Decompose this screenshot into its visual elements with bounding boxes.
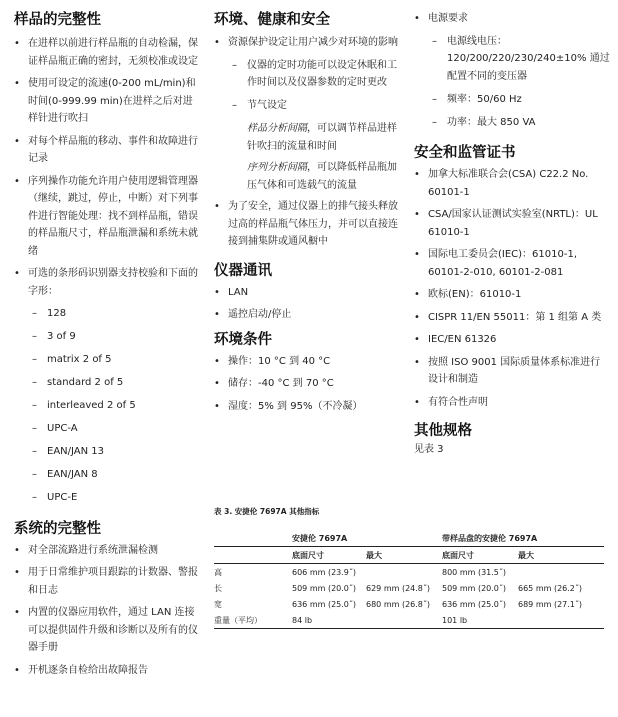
list-item: • CSA/国家认证测试实验室(NRTL)：UL 61010-1 xyxy=(414,206,610,241)
other-spec-text: 见表 3 xyxy=(414,444,444,455)
list-item: • LAN xyxy=(214,284,400,302)
list-item: • CISPR 11/EN 55011：第 1 组第 A 类 xyxy=(414,309,610,327)
list-item: • 对每个样品瓶的移动、事件和故障进行记录 xyxy=(14,133,198,168)
sample-integrity-list xyxy=(14,35,198,507)
list-item: • 国际电工委员会(IEC)：61010-1, 60101-2-010, 60101-2-081 xyxy=(414,246,610,281)
sample-interval-note xyxy=(214,120,400,155)
list-item: • 内置的仪器应用软件，通过 LAN 连接可以提供固件升级和诊断以及所有的仪器手册 xyxy=(14,604,198,657)
barcode-item: – matrix 2 of 5 xyxy=(14,351,198,369)
sub-item: – 频率：50/60 Hz xyxy=(414,91,610,109)
table-cell: 606 mm (23.9˝) xyxy=(292,567,356,577)
barcode-item: – UPC-A xyxy=(14,420,198,438)
barcode-item: – EAN/JAN 8 xyxy=(14,466,198,484)
ehs-list xyxy=(214,34,400,115)
row-label: 宽 xyxy=(214,599,222,609)
list-item: • 对全部流路进行系统泄漏检测 xyxy=(14,542,198,560)
section-title-safety: 安全和监管证书 xyxy=(414,145,516,161)
table-cell: 84 lb xyxy=(292,612,366,629)
barcode-item: – UPC-E xyxy=(14,489,198,507)
row-label: 重量（平均） xyxy=(214,612,292,629)
table-subheader-row xyxy=(214,547,604,564)
table-cell: 629 mm (24.8˝) xyxy=(366,583,430,593)
section-title-sample-integrity: 样品的完整性 xyxy=(14,12,101,28)
row-label: 长 xyxy=(214,583,222,593)
barcode-item: – 3 of 9 xyxy=(14,328,198,346)
table-cell: 636 mm (25.0˝) xyxy=(292,599,356,609)
sub-item: – 仪器的定时功能可以设定休眠和工作时间以及仪器参数的定时更改 xyxy=(214,57,400,92)
table-cell: 665 mm (26.2˝) xyxy=(518,583,582,593)
barcode-item: – standard 2 of 5 xyxy=(14,374,198,392)
sequence-interval-label: 序列分析间隔 xyxy=(247,162,307,173)
sequence-interval-text: ，可以降低样品瓶加压气体和可选载气的流量 xyxy=(247,162,397,191)
col-header-max: 最大 xyxy=(366,547,442,564)
table-cell: 509 mm (20.0˝) xyxy=(442,583,506,593)
comm-list xyxy=(214,284,400,324)
table-cell xyxy=(366,612,442,629)
sub-item: – 功率：最大 850 VA xyxy=(414,114,610,132)
table-row xyxy=(214,564,604,581)
group-header-7697a-tray: 带样品盘的安捷伦 7697A xyxy=(442,530,604,547)
col-header-base: 底面尺寸 xyxy=(292,547,366,564)
section-title-other: 其他规格 xyxy=(414,423,472,439)
table-cell xyxy=(518,564,604,581)
power-title: • 电源要求 xyxy=(414,10,610,28)
table-cell xyxy=(366,564,442,581)
table-cell: 680 mm (26.8˝) xyxy=(366,599,430,609)
list-item: • 在进样以前进行样品瓶的自动检漏，保证样品瓶正确的密封，无须校准或设定 xyxy=(14,35,198,70)
sub-item: – 电源线电压：120/200/220/230/240±10% 通过配置不同的变压器 xyxy=(414,33,610,86)
list-item: • 资源保护设定让用户减少对环境的影响 xyxy=(214,34,400,52)
table-row xyxy=(214,580,604,596)
list-item: • 遥控启动/停止 xyxy=(214,306,400,324)
list-item: • 有符合性声明 xyxy=(414,394,610,412)
table-cell xyxy=(518,612,604,629)
table-cell: 689 mm (27.1˝) xyxy=(518,599,582,609)
sample-interval-text: ，可以调节样品进样针吹扫的流量和时间 xyxy=(247,123,397,152)
sub-item: – 节气设定 xyxy=(214,97,400,115)
system-integrity-list xyxy=(14,542,198,680)
table-cell: 800 mm (31.5˝) xyxy=(442,567,506,577)
power-list xyxy=(414,10,610,131)
list-item: • 用于日常维护项目跟踪的计数器、警报和日志 xyxy=(14,564,198,599)
group-header-7697a: 安捷伦 7697A xyxy=(292,530,442,547)
table-row xyxy=(214,612,604,629)
list-item: • 储存：-40 °C 到 70 °C xyxy=(214,375,400,393)
safety-list xyxy=(414,166,610,411)
table-cell: 101 lb xyxy=(442,612,518,629)
table-caption: 表 3. 安捷伦 7697A 其他指标 xyxy=(214,507,320,516)
list-item: • 为了安全，通过仪器上的排气接头释放过高的样品瓶气体压力，并可以直接连接到捕集阱或通风橱中 xyxy=(214,198,400,251)
table-cell xyxy=(214,547,292,564)
list-item: • 序列操作功能允许用户使用逻辑管理器（继续，跳过，停止，中断）对下列事件进行智能处理：找不到样品瓶，错误的样品瓶尺寸，样品瓶泄漏和系统未就绪 xyxy=(14,173,198,261)
ehs-list-2 xyxy=(214,198,400,251)
conditions-list xyxy=(214,353,400,416)
barcode-item: – interleaved 2 of 5 xyxy=(14,397,198,415)
table-cell xyxy=(214,530,292,547)
table-cell: 636 mm (25.0˝) xyxy=(442,599,506,609)
col-header-max: 最大 xyxy=(518,547,604,564)
column-middle xyxy=(214,0,400,420)
sequence-interval-note xyxy=(214,159,400,194)
barcode-item: – EAN/JAN 13 xyxy=(14,443,198,461)
spec-table xyxy=(214,530,604,629)
list-item: • 使用可设定的流速(0-200 mL/min)和时间(0-999.99 min)在进样之后对进样针进行吹扫 xyxy=(14,75,198,128)
section-title-conditions: 环境条件 xyxy=(214,331,272,348)
sample-interval-label: 样品分析间隔 xyxy=(247,123,307,134)
list-item: • 湿度：5% 到 95%（不冷凝） xyxy=(214,398,400,416)
section-title-ehs: 环境、健康和安全 xyxy=(214,12,330,28)
list-item: • 欧标(EN)：61010-1 xyxy=(414,286,610,304)
table-row xyxy=(214,596,604,612)
column-right xyxy=(414,0,610,459)
barcode-item: – 128 xyxy=(14,305,198,323)
list-item: • 加拿大标准联合会(CSA) C22.2 No. 60101-1 xyxy=(414,166,610,201)
list-item: • IEC/EN 61326 xyxy=(414,331,610,349)
section-title-comm: 仪器通讯 xyxy=(214,262,272,279)
column-left xyxy=(14,0,198,684)
list-item: • 可选的条形码识别器支持校验和下面的字形： xyxy=(14,265,198,300)
col-header-base: 底面尺寸 xyxy=(442,547,518,564)
section-title-system-integrity: 系统的完整性 xyxy=(14,520,101,537)
list-item: • 开机逐条自检给出故障报告 xyxy=(14,662,198,680)
list-item: • 按照 ISO 9001 国际质量体系标准进行设计和制造 xyxy=(414,354,610,389)
table-header-row xyxy=(214,530,604,547)
list-item: • 操作：10 °C 到 40 °C xyxy=(214,353,400,371)
table-cell: 509 mm (20.0˝) xyxy=(292,583,356,593)
row-label: 高 xyxy=(214,567,222,577)
